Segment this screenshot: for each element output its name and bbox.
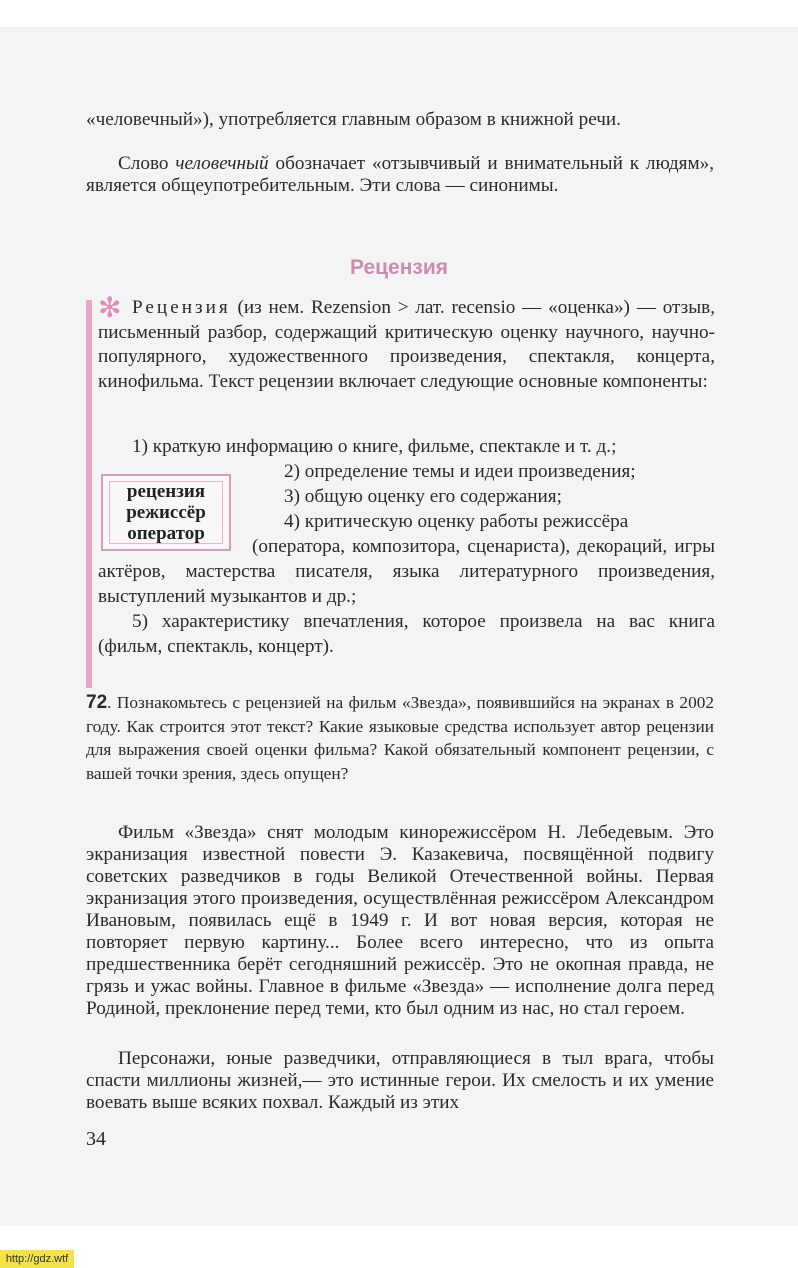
paragraph-text-end: обозначает «отзывчивый и внимательный к людям», является общеупотребительным. Эти слова — синонимы.	[86, 153, 714, 196]
review-paragraph-2: Персонажи, юные разведчики, отправляющиеся в тыл врага, чтобы спасти миллионы жизней,— это истинные герои. Их смелость и их умение воевать выше всяких похвал. Каждый из этих	[86, 1048, 714, 1113]
vocab-word: режиссёр	[126, 502, 206, 523]
asterisk-icon: ✻	[98, 291, 122, 324]
exercise-task	[86, 691, 714, 785]
list-item-4-continued: (оператора, композитора, сценариста), декораций, игры актёров, мастерства писателя, языка литературного произведения, выступлений музыкантов и др.;	[98, 536, 715, 607]
exercise-number: 72	[86, 692, 108, 713]
list-item-4: 4) критическую оценку работы режиссёра	[284, 511, 629, 532]
paragraph-text-start: Слово	[118, 153, 176, 174]
vocab-word: оператор	[127, 523, 205, 544]
paragraph-continued: «человечный»), употребляется главным образом в книжной речи.	[86, 109, 621, 130]
vocab-word: рецензия	[126, 481, 206, 502]
definition-accent-bar	[86, 300, 92, 688]
list-item-3: 3) общую оценку его содержания;	[284, 486, 562, 507]
section-heading: Рецензия	[349, 256, 449, 279]
definition-text: (из нем. Rezension > лат. recensio — «оценка») — отзыв, письменный разбор, содержащий критическую оценку научного, научно-популярного, художественного произведения, спектакля, концерта, кинофильма. Текст рецензии включает следующие основные компоненты:	[98, 297, 715, 392]
paragraph-synonyms	[86, 153, 714, 197]
watermark-link[interactable]: http://gdz.wtf	[0, 1250, 74, 1268]
definition-term: Рецензия	[132, 297, 231, 318]
list-item-2: 2) определение темы и идеи произведения;	[284, 461, 636, 482]
list-item-1: 1) краткую информацию о книге, фильме, спектакле и т. д.;	[132, 436, 617, 457]
italic-word: человечный	[175, 153, 269, 174]
list-item-5: 5) характеристику впечатления, которое произвела на вас книга (фильм, спектакль, концерт).	[98, 611, 715, 657]
exercise-text: . Познакомьтесь с рецензией на фильм «Звезда», появившийся на экранах в 2002 году. Как строится этот текст? Какие языковые средства использует автор рецензии для выражения своей оценки фильма? Какой обязательный компонент рецензии, с вашей точки зрения, здесь опущен?	[86, 693, 714, 783]
definition-paragraph	[98, 296, 715, 394]
review-paragraph-1: Фильм «Звезда» снят молодым кинорежиссёром Н. Лебедевым. Это экранизация известной повести Э. Казакевича, посвящённой подвигу советских разведчиков в годы Великой Отечественной войны. Первая экранизация этого произведения, осуществлённая режиссёром Александром Ивановым, появилась ещё в 1949 г. И вот новая версия, которая не повторяет первую картину... Более всего интересно, что из опыта предшественника берёт сегодняшний режиссёр. Это не окопная правда, не грязь и ужас войны. Главное в фильме «Звезда» — исполнение долга перед Родиной, преклонение перед теми, кто был одним из нас, но стал героем.	[86, 822, 714, 1019]
book-page	[0, 27, 798, 1226]
page-number: 34	[86, 1128, 106, 1150]
vocabulary-box	[101, 474, 231, 551]
